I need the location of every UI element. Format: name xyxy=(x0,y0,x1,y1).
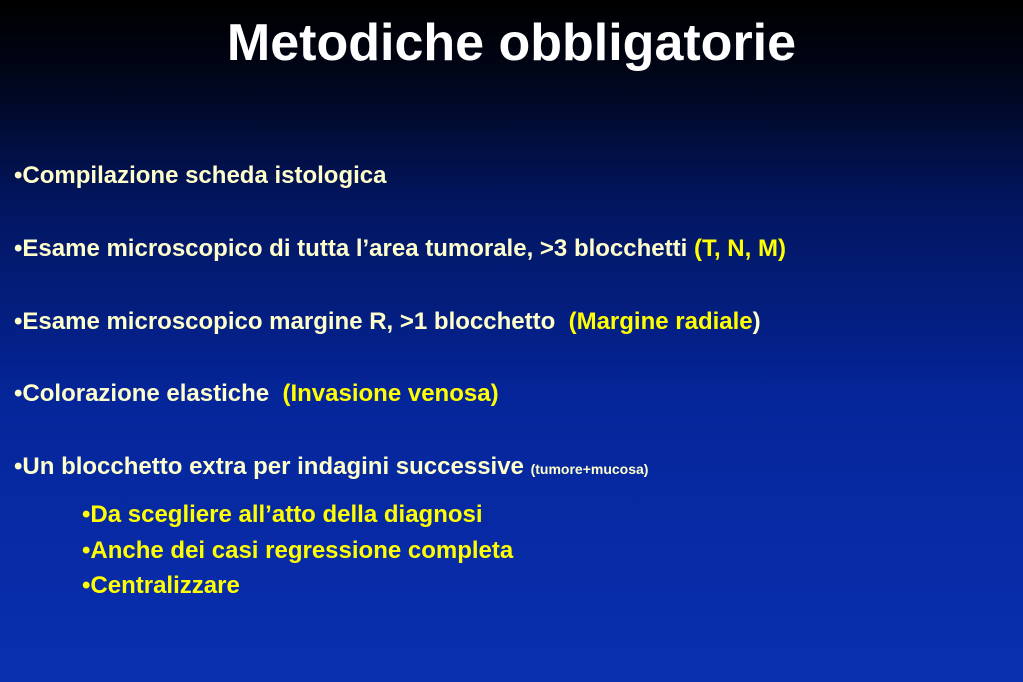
bullet-item-2 xyxy=(14,234,786,264)
bullet-marker: • xyxy=(14,453,23,480)
bullet-marker: • xyxy=(14,162,23,189)
sub-bullet-text: Centralizzare xyxy=(90,572,240,599)
bullet-text: Esame microscopico margine R, >1 blocchetto xyxy=(22,308,569,335)
bullet-note-close: ) xyxy=(752,308,761,335)
bullet-note: (T, N, M) xyxy=(693,235,786,262)
bullet-small-note: (tumore+mucosa) xyxy=(530,461,649,477)
sub-bullet-text: Da scegliere all’atto della diagnosi xyxy=(90,501,483,528)
bullet-marker: • xyxy=(14,308,23,335)
sub-bullet-item-2 xyxy=(82,536,513,566)
bullet-note: (Margine radiale xyxy=(568,308,753,335)
bullet-marker: • xyxy=(82,537,91,564)
slide-title: Metodiche obbligatorie xyxy=(226,14,797,72)
bullet-text: Colorazione elastiche xyxy=(22,380,283,407)
bullet-marker: • xyxy=(14,235,23,262)
bullet-item-5 xyxy=(14,452,648,484)
bullet-note: (Invasione venosa) xyxy=(282,380,499,407)
sub-bullet-text: Anche dei casi regressione completa xyxy=(90,537,514,564)
bullet-item-4 xyxy=(14,379,499,409)
bullet-text: Compilazione scheda istologica xyxy=(22,162,387,189)
bullet-text: Esame microscopico di tutta l’area tumorale, >3 blocchetti xyxy=(22,235,694,262)
bullet-item-1 xyxy=(14,161,386,191)
bullet-marker: • xyxy=(82,501,91,528)
bullet-marker: • xyxy=(82,572,91,599)
bullet-text: Un blocchetto extra per indagini successive xyxy=(22,453,531,480)
bullet-item-3 xyxy=(14,307,761,337)
sub-bullet-item-3 xyxy=(82,571,240,601)
sub-bullet-item-1 xyxy=(82,500,483,530)
bullet-marker: • xyxy=(14,380,23,407)
